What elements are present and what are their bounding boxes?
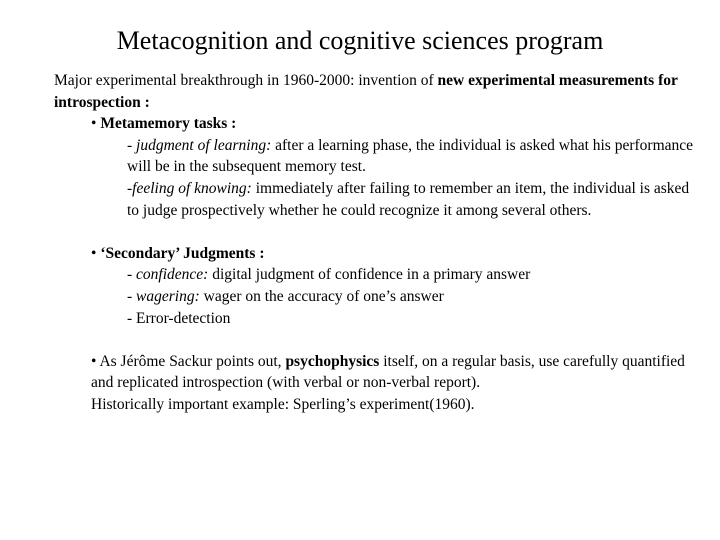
metamemory-label: Metamemory tasks : (100, 115, 237, 133)
secondary-heading (91, 243, 694, 265)
confidence-item (127, 264, 694, 286)
jol-prefix: - (127, 136, 137, 154)
confidence-text: digital judgment of confidence in a primary answer (208, 266, 531, 284)
fok-text: immediately after failing to remember an item, the individual is asked to judge prospectively whether he could recognize it among several others. (127, 179, 690, 219)
sackur-text-after: itself, on a regular basis, use carefully quantified and replicated introspection (with verbal or non-verbal report). (91, 352, 685, 392)
sackur-text-before: As Jérôme Sackur points out, (99, 352, 286, 370)
sackur-bold: psychophysics (285, 352, 380, 370)
spacer (54, 329, 694, 351)
confidence-term: confidence: (136, 266, 209, 284)
jol-item (127, 135, 694, 178)
bullet-icon: • (91, 244, 101, 262)
wagering-item (127, 286, 694, 308)
slide-title: Metacognition and cognitive sciences program (116, 26, 604, 55)
fok-term: feeling of knowing: (132, 179, 252, 197)
confidence-prefix: - (127, 266, 137, 284)
intro-paragraph (54, 70, 694, 113)
wagering-term: wagering: (136, 287, 200, 305)
secondary-label: ‘Secondary’ Judgments : (100, 244, 265, 262)
historical-example: Historically important example: Sperling’s experiment(1960). (91, 395, 475, 413)
wagering-text: wager on the accuracy of one’s answer (199, 287, 444, 305)
error-detection-item: - Error-detection (127, 309, 231, 327)
bullet-icon: • (91, 352, 100, 370)
slide-body (54, 70, 694, 416)
fok-item (127, 178, 694, 221)
intro-text: Major experimental breakthrough in 1960-2000: invention of (54, 72, 438, 89)
intro-bold: new experimental measurements for introspection : (54, 72, 678, 111)
fok-prefix: - (127, 179, 133, 197)
spacer (54, 221, 694, 243)
wagering-prefix: - (127, 287, 137, 305)
bullet-icon: • (91, 115, 101, 133)
jol-text: after a learning phase, the individual is asked what his performance will be in the subsequent memory test. (127, 136, 694, 176)
metamemory-heading (91, 113, 694, 135)
jol-term: judgment of learning: (136, 136, 272, 154)
sackur-paragraph (91, 351, 694, 394)
